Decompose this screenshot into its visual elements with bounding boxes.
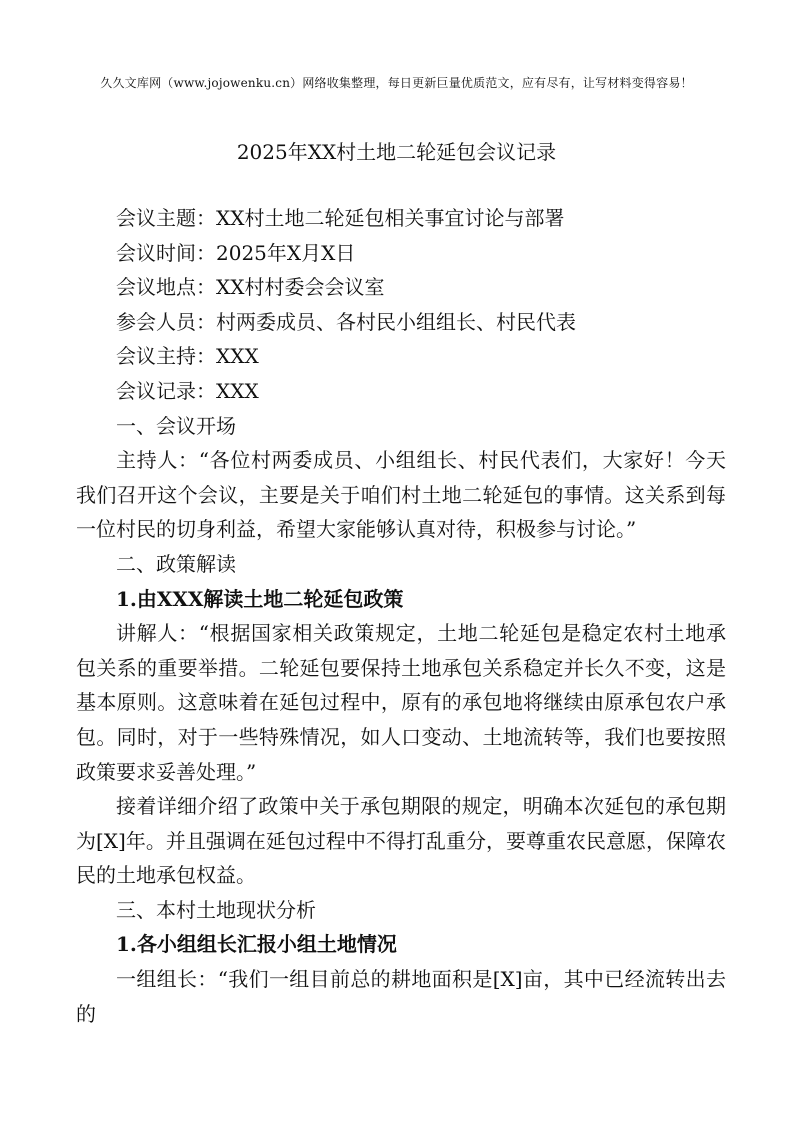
meeting-attendees: 参会人员：村两委成员、各村民小组组长、村民代表 xyxy=(116,309,576,334)
subheading-policy-explanation: 1.由XXX解读土地二轮延包政策 xyxy=(116,586,404,611)
subheading-group-reports: 1.各小组组长汇报小组土地情况 xyxy=(116,932,397,957)
document-body xyxy=(76,201,726,1031)
document-title: 2025年XX村土地二轮延包会议记录 xyxy=(236,140,557,164)
page-header: 久久文库网（www.jojowenku.cn）网络收集整理，每日更新巨量优质范文，应有尽有，让写材料变得容易！ xyxy=(100,76,693,90)
meeting-place: 会议地点：XX村村委会会议室 xyxy=(116,275,385,300)
policy-paragraph-1: 讲解人：“根据国家相关政策规定，土地二轮延包是稳定农村土地承包关系的重要举措。二轮延包要保持土地承包关系稳定并长久不变，这是基本原则。这意味着在延包过程中，原有的承包地将继续由原承包农户承包。同时，对于一些特殊情况，如人口变动、土地流转等，我们也要按照政策要求妥善处理。” xyxy=(76,621,726,784)
section-heading-land-status: 三、本村土地现状分析 xyxy=(116,897,316,922)
meeting-recorder: 会议记录：XXX xyxy=(116,378,259,403)
section-heading-policy: 二、政策解读 xyxy=(116,551,236,576)
policy-paragraph-2: 接着详细介绍了政策中关于承包期限的规定，明确本次延包的承包期为[X]年。并且强调在延包过程中不得打乱重分，要尊重农民意愿，保障农民的土地承包权益。 xyxy=(76,794,726,888)
meeting-theme: 会议主题：XX村土地二轮延包相关事宜讨论与部署 xyxy=(116,206,565,230)
section-heading-opening: 一、会议开场 xyxy=(116,413,236,438)
opening-paragraph: 主持人：“各位村两委成员、小组组长、村民代表们，大家好！今天我们召开这个会议，主要是关于咱们村土地二轮延包的事情。这关系到每一位村民的切身利益，希望大家能够认真对待，积极参与讨论。” xyxy=(76,448,726,542)
meeting-time: 会议时间：2025年X月X日 xyxy=(116,240,356,265)
group-report-paragraph: 一组组长：“我们一组目前总的耕地面积是[X]亩，其中已经流转出去的 xyxy=(76,967,726,1026)
meeting-host: 会议主持：XXX xyxy=(116,344,259,369)
